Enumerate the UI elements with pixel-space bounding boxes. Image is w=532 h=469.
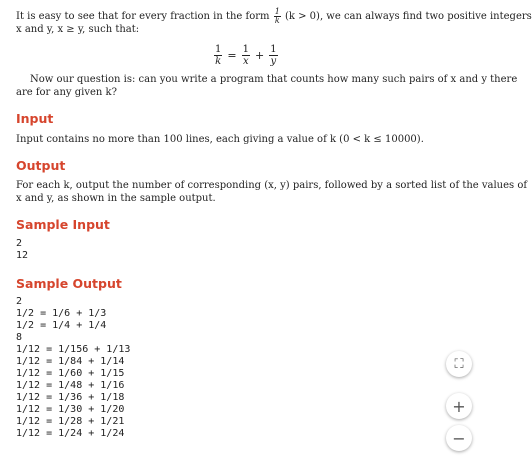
zoom-out-button[interactable] (446, 425, 472, 451)
question-line-2: are for any given k? (16, 87, 117, 98)
term-y-denominator: y (270, 56, 277, 67)
fullscreen-button[interactable] (446, 351, 472, 377)
output-description-line-2: x and y, as shown in the sample output. (16, 193, 216, 204)
sample-input-heading: Sample Input (16, 217, 110, 232)
input-heading: Input (16, 111, 54, 126)
term-x-numerator: 1 (242, 44, 249, 55)
equation (212, 44, 280, 67)
equation-term-y (269, 44, 277, 67)
input-description: Input contains no more than 100 lines, each giving a value of k (0 < k ≤ 10000). (16, 134, 424, 145)
equation-term-x (242, 44, 250, 67)
fullscreen-icon: ⛶ (454, 356, 464, 372)
zoom-in-button[interactable] (446, 393, 472, 419)
intro-fraction-denominator: k (274, 16, 280, 25)
output-description-line-1: For each k, output the number of corresponding (x, y) pairs, followed by a sorted list of the values of (16, 180, 528, 191)
output-heading: Output (16, 158, 66, 173)
equation-lhs (214, 44, 222, 67)
intro-fraction-numerator: 1 (274, 7, 280, 16)
term-y-numerator: 1 (270, 44, 277, 55)
question-line-1: Now our question is: can you write a program that counts how many such pairs of x and y there (30, 74, 518, 85)
plus-sign: + (254, 49, 265, 62)
minus-icon: − (452, 428, 466, 448)
sample-output-block: 2 1/2 = 1/6 + 1/3 1/2 = 1/4 + 1/4 8 1/12 = 1/156 + 1/13 1/12 = 1/84 + 1/14 1/12 = 1/60 + 1/15 1/12 = 1/48 + 1/16 1/12 = 1/36 + 1/18 1/12 = 1/30 + 1/20 1/12 = 1/28 + 1/21 1/12 = 1/24 + 1/24 (16, 296, 131, 439)
term-x-denominator: x (242, 56, 249, 67)
sample-output-heading: Sample Output (16, 276, 122, 291)
sample-input-block: 2 12 (16, 238, 29, 261)
lhs-numerator: 1 (215, 44, 222, 55)
intro-line-2: x and y, x ≥ y, such that: (16, 24, 140, 35)
intro-fraction (274, 8, 281, 25)
equals-sign: = (227, 49, 237, 62)
lhs-denominator: k (215, 56, 222, 67)
plus-icon: + (452, 396, 466, 416)
intro-text-a: It is easy to see that for every fraction in the form (16, 11, 270, 22)
intro-text-b: (k > 0), we can always find two positive integers (284, 11, 532, 22)
